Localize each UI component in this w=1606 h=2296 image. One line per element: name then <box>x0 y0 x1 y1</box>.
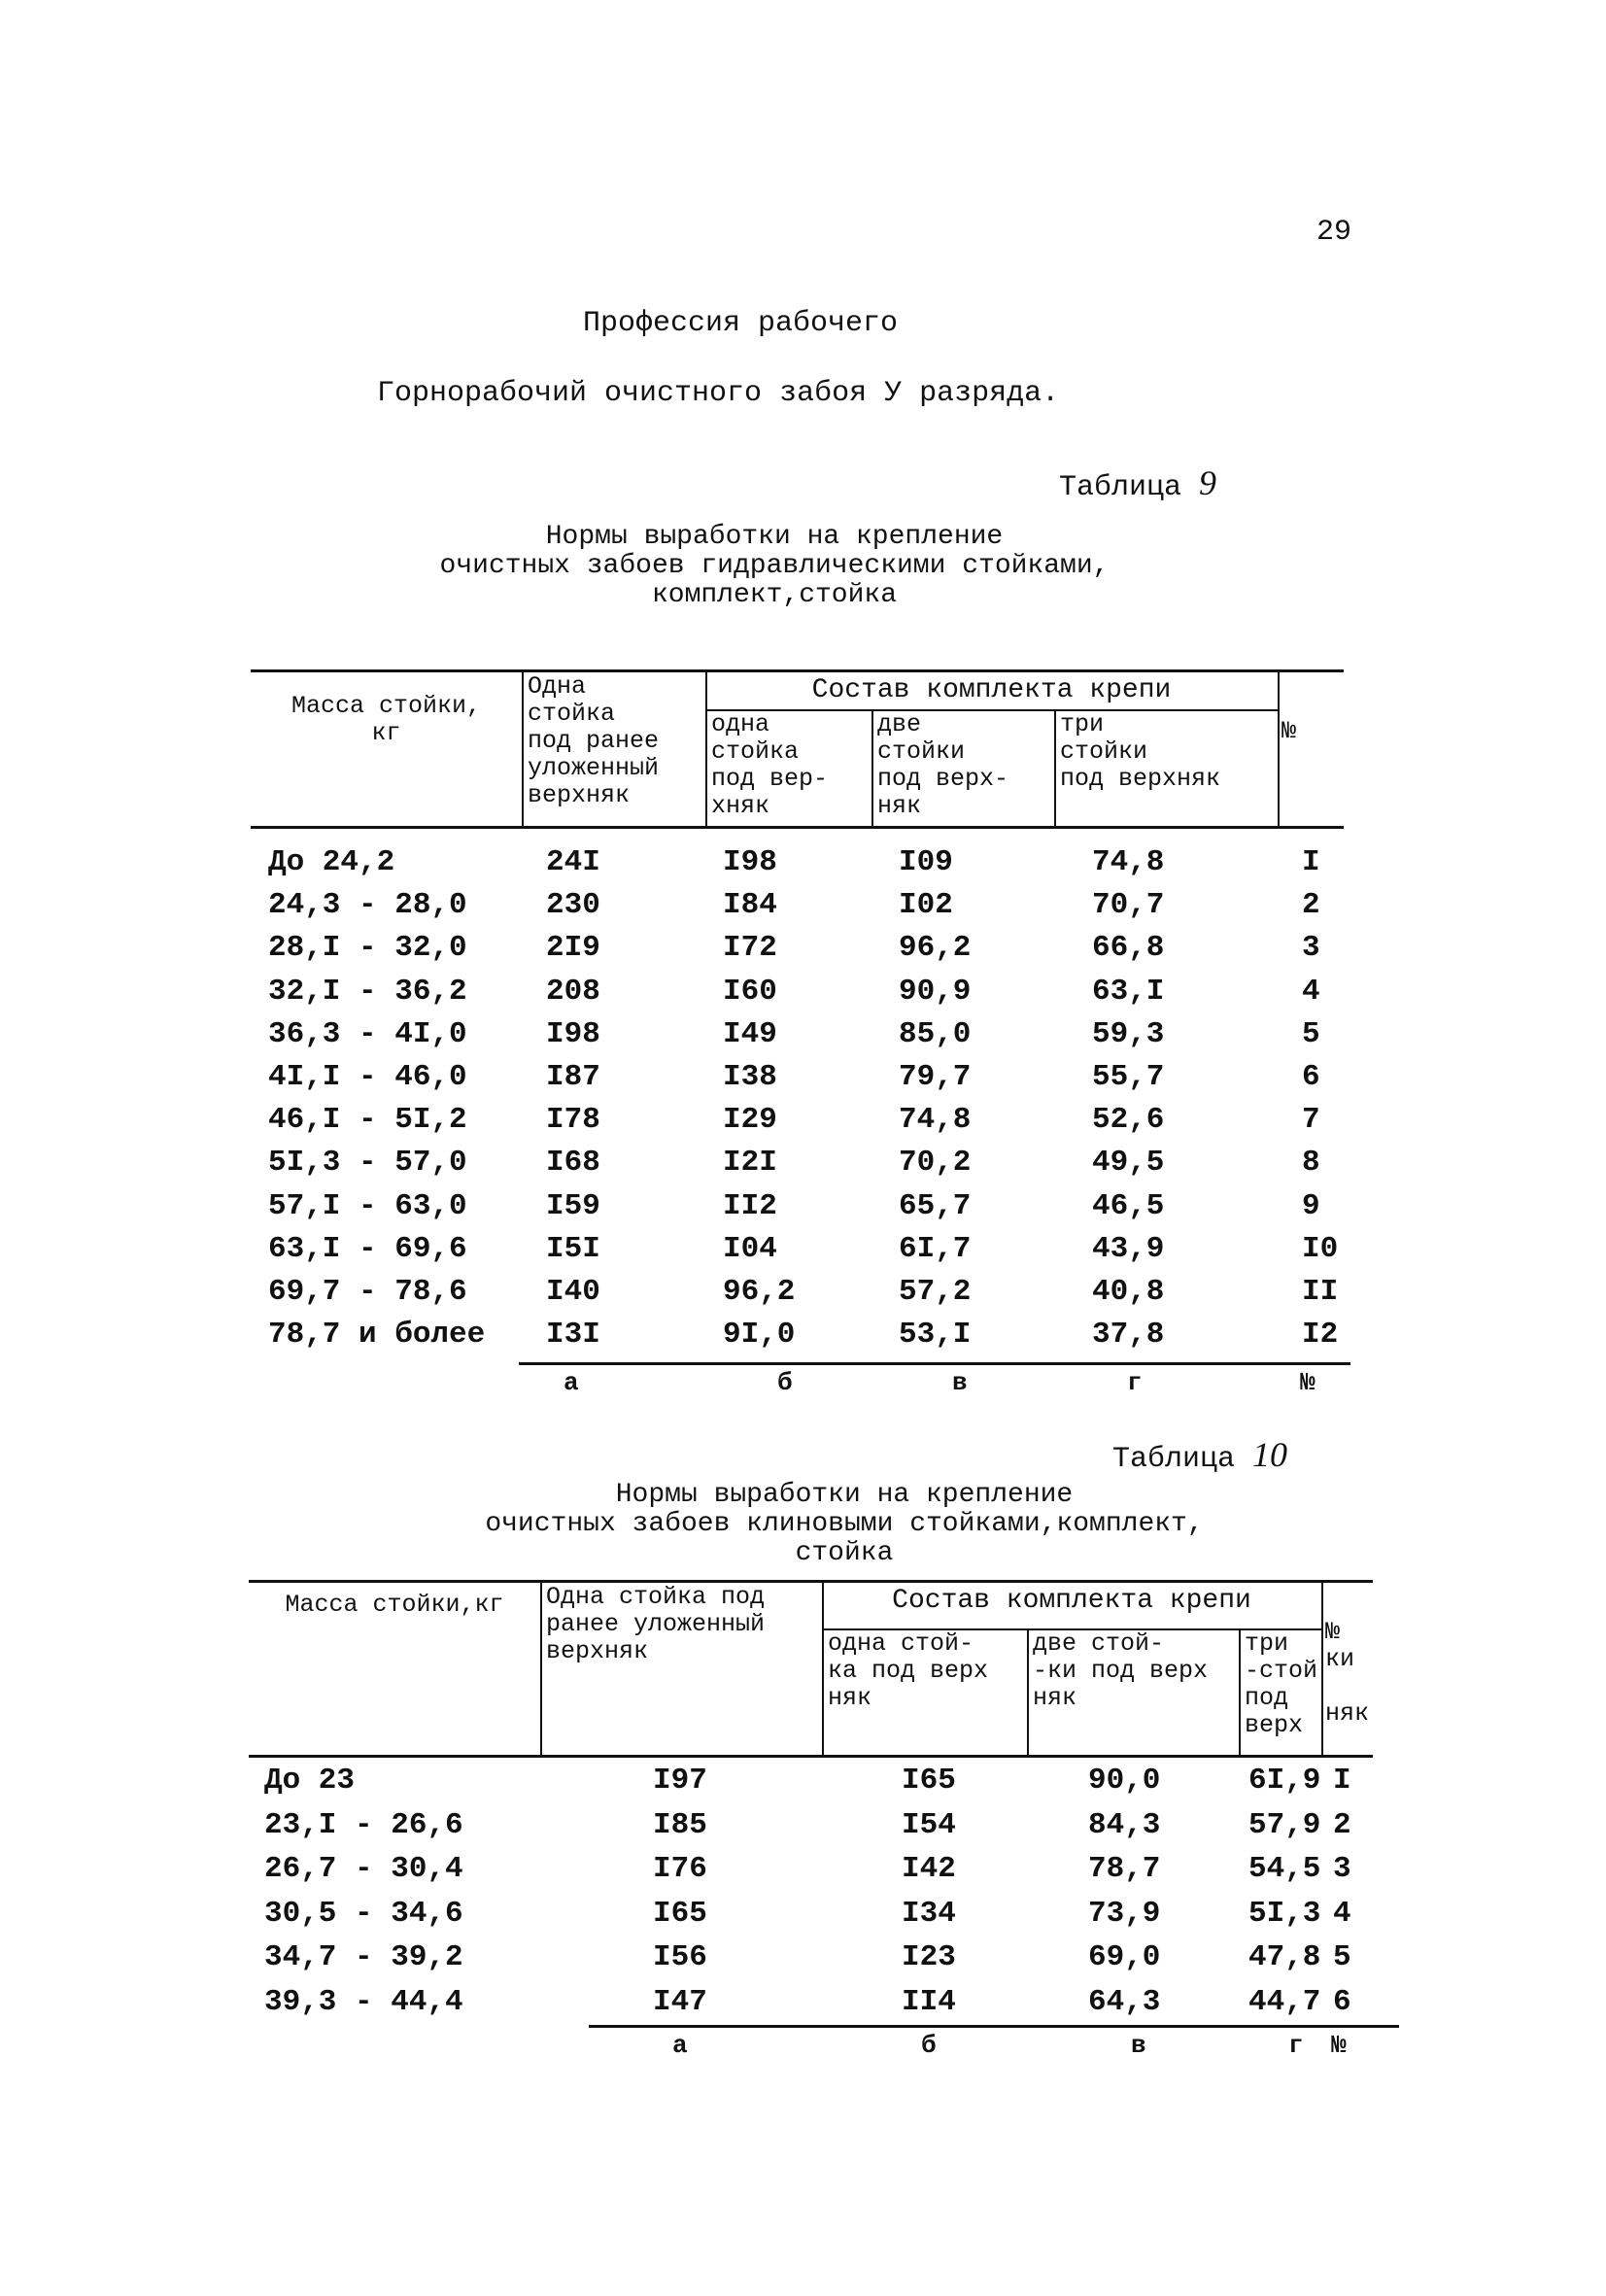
norm-value: I49 <box>723 1016 777 1051</box>
row-number: 8 <box>1302 1146 1320 1181</box>
table10-title-line: стойка <box>795 1538 894 1568</box>
norm-value: 40,8 <box>1092 1275 1165 1309</box>
mass-range: 46,I - 5I,2 <box>268 1103 467 1138</box>
norm-value: I76 <box>653 1852 707 1887</box>
norm-value: I65 <box>653 1896 707 1931</box>
table10-label: Таблица <box>1112 1443 1236 1476</box>
norm-value: 84,3 <box>1088 1807 1161 1842</box>
column-letter: б <box>921 2031 937 2060</box>
column-letter: в <box>1131 2031 1146 2060</box>
norm-value: I56 <box>653 1940 707 1975</box>
mass-range: 36,3 - 4I,0 <box>268 1016 467 1051</box>
table10-title <box>407 1481 1281 1568</box>
norm-value: 208 <box>546 974 600 1009</box>
norm-value: 57,2 <box>899 1275 972 1309</box>
norm-value: 74,8 <box>899 1103 972 1138</box>
norm-value: I5I <box>546 1231 600 1266</box>
norm-value: 78,7 <box>1088 1852 1161 1887</box>
table-rule <box>1054 709 1056 826</box>
norm-value: I84 <box>723 888 777 923</box>
row-number: I <box>1302 845 1320 879</box>
norm-value: I40 <box>546 1275 600 1309</box>
header-number: № <box>1281 717 1297 745</box>
row-number: 7 <box>1302 1103 1320 1138</box>
norm-value: I60 <box>723 974 777 1009</box>
norm-value: I87 <box>546 1060 600 1094</box>
mass-range: 23,I - 26,6 <box>264 1807 463 1842</box>
norm-value: I68 <box>546 1146 600 1181</box>
norm-value: I29 <box>723 1103 777 1138</box>
row-number: 6 <box>1333 1985 1351 2019</box>
mass-range: 34,7 - 39,2 <box>264 1940 463 1975</box>
table9-title <box>386 523 1163 610</box>
norm-value: 96,2 <box>899 931 972 966</box>
norm-value: I09 <box>899 845 953 879</box>
row-number: 3 <box>1333 1852 1351 1887</box>
mass-range: 4I,I - 46,0 <box>268 1060 467 1094</box>
norm-value: I54 <box>902 1807 956 1842</box>
row-number: II <box>1302 1275 1339 1309</box>
norm-value: 70,2 <box>899 1146 972 1181</box>
header-group: Состав комплекта крепи <box>811 675 1172 705</box>
norm-value: I38 <box>723 1060 777 1094</box>
table-rule <box>251 826 1344 829</box>
table9-caption <box>1059 463 1216 504</box>
norm-value: I47 <box>653 1985 707 2019</box>
norm-value: II2 <box>723 1188 777 1223</box>
mass-range: 32,I - 36,2 <box>268 974 467 1009</box>
mass-range: 78,7 и более <box>268 1318 486 1353</box>
header-one: одна стой- ка под верх няк <box>828 1629 989 1712</box>
header-mass: Масса стойки,кг <box>285 1591 504 1619</box>
table9-title-line: комплект,стойка <box>651 580 898 610</box>
table-rule <box>522 669 524 826</box>
header-mass: Масса стойки, кг <box>290 692 482 747</box>
mass-range: До 23 <box>264 1764 356 1798</box>
row-number: 4 <box>1333 1896 1351 1931</box>
norm-value: 5I,3 <box>1248 1896 1321 1931</box>
row-number: 3 <box>1302 931 1320 966</box>
norm-value: 6I,7 <box>899 1231 972 1266</box>
table-rule <box>871 709 873 826</box>
table10-title-line: Нормы выработки на крепление <box>615 1480 1074 1510</box>
row-number: 2 <box>1333 1807 1351 1842</box>
row-number: 5 <box>1333 1940 1351 1975</box>
norm-value: 85,0 <box>899 1016 972 1051</box>
norm-value: 9I,0 <box>723 1318 796 1353</box>
norm-value: I2I <box>723 1146 777 1181</box>
norm-value: 57,9 <box>1248 1807 1321 1842</box>
norm-value: 63,I <box>1092 974 1165 1009</box>
column-letter: г <box>1288 2031 1304 2060</box>
header-one: одна стойка под вер- хняк <box>711 710 829 820</box>
norm-value: 54,5 <box>1248 1852 1321 1887</box>
header-one-prev: Одна стойка под ранее уложенный верхняк <box>546 1583 766 1665</box>
table-rule <box>1321 1580 1323 1755</box>
norm-value: I78 <box>546 1103 600 1138</box>
header-number: № ки няк <box>1325 1618 1370 1728</box>
table9-title-line: Нормы выработки на крепление <box>545 522 1004 552</box>
header-group: Состав комплекта крепи <box>892 1586 1251 1616</box>
table-rule <box>1027 1628 1029 1755</box>
table10-caption <box>1112 1434 1287 1476</box>
norm-value: I23 <box>902 1940 956 1975</box>
column-letter: а <box>672 2031 688 2060</box>
header-three: три -стой под верх <box>1245 1629 1318 1739</box>
table-rule <box>249 1755 1373 1758</box>
norm-value: 230 <box>546 888 600 923</box>
page-number: 29 <box>1316 216 1352 249</box>
table10-title-line: очистных забоев клиновыми стойками,комплект, <box>485 1509 1204 1539</box>
norm-value: 49,5 <box>1092 1146 1165 1181</box>
norm-value: 24I <box>546 845 600 879</box>
table-rule <box>519 1362 1350 1365</box>
norm-value: 6I,9 <box>1248 1764 1321 1798</box>
mass-range: 39,3 - 44,4 <box>264 1985 463 2019</box>
table10-number: 10 <box>1252 1435 1288 1474</box>
header-two: две стойки под верх- няк <box>877 710 1009 820</box>
norm-value: 73,9 <box>1088 1896 1161 1931</box>
row-number: 5 <box>1302 1016 1320 1051</box>
norm-value: 53,I <box>899 1318 972 1353</box>
norm-value: 90,9 <box>899 974 972 1009</box>
norm-value: I34 <box>902 1896 956 1931</box>
table9-number: 9 <box>1199 463 1217 502</box>
norm-value: I98 <box>723 845 777 879</box>
norm-value: I85 <box>653 1807 707 1842</box>
column-letter: № <box>1331 2031 1347 2060</box>
norm-value: 74,8 <box>1092 845 1165 879</box>
norm-value: 65,7 <box>899 1188 972 1223</box>
header-one-prev: Одна стойка под ранее уложенный верхняк <box>528 672 660 809</box>
norm-value: 59,3 <box>1092 1016 1165 1051</box>
mass-range: 5I,3 - 57,0 <box>268 1146 467 1181</box>
profession-label: Профессия рабочего <box>583 307 899 340</box>
norm-value: I59 <box>546 1188 600 1223</box>
row-number: I0 <box>1302 1231 1339 1266</box>
mass-range: 69,7 - 78,6 <box>268 1275 467 1309</box>
column-letter: б <box>777 1368 793 1397</box>
norm-value: II4 <box>902 1985 956 2019</box>
row-number: 9 <box>1302 1188 1320 1223</box>
mass-range: 63,I - 69,6 <box>268 1231 467 1266</box>
profession-title: Горнорабочий очистного забоя У разряда. <box>377 377 1060 410</box>
norm-value: 69,0 <box>1088 1940 1161 1975</box>
norm-value: I98 <box>546 1016 600 1051</box>
table9-title-line: очистных забоев гидравлическими стойками, <box>439 551 1110 581</box>
norm-value: 96,2 <box>723 1275 796 1309</box>
norm-value: 47,8 <box>1248 1940 1321 1975</box>
table-rule <box>251 669 1344 672</box>
norm-value: I42 <box>902 1852 956 1887</box>
column-letter: а <box>564 1368 579 1397</box>
mass-range: 28,I - 32,0 <box>268 931 467 966</box>
norm-value: 46,5 <box>1092 1188 1165 1223</box>
row-number: I <box>1333 1764 1351 1798</box>
norm-value: 90,0 <box>1088 1764 1161 1798</box>
norm-value: I04 <box>723 1231 777 1266</box>
row-number: 2 <box>1302 888 1320 923</box>
norm-value: 70,7 <box>1092 888 1165 923</box>
row-number: 4 <box>1302 974 1320 1009</box>
norm-value: 44,7 <box>1248 1985 1321 2019</box>
header-three: три стойки под верхняк <box>1060 710 1221 793</box>
table-rule <box>1278 669 1280 826</box>
table-rule <box>249 1580 1373 1583</box>
mass-range: 26,7 - 30,4 <box>264 1852 463 1887</box>
mass-range: 24,3 - 28,0 <box>268 888 467 923</box>
mass-range: 30,5 - 34,6 <box>264 1896 463 1931</box>
table-rule <box>540 1580 542 1755</box>
mass-range: 57,I - 63,0 <box>268 1188 467 1223</box>
norm-value: 64,3 <box>1088 1985 1161 2019</box>
header-two: две стой- -ки под верх няк <box>1033 1629 1209 1712</box>
table-rule <box>1239 1628 1241 1755</box>
row-number: 6 <box>1302 1060 1320 1094</box>
norm-value: I97 <box>653 1764 707 1798</box>
norm-value: I3I <box>546 1318 600 1353</box>
norm-value: I02 <box>899 888 953 923</box>
norm-value: I65 <box>902 1764 956 1798</box>
norm-value: 66,8 <box>1092 931 1165 966</box>
norm-value: 55,7 <box>1092 1060 1165 1094</box>
norm-value: 79,7 <box>899 1060 972 1094</box>
row-number: I2 <box>1302 1318 1339 1353</box>
norm-value: 43,9 <box>1092 1231 1165 1266</box>
norm-value: I72 <box>723 931 777 966</box>
mass-range: До 24,2 <box>268 845 395 879</box>
norm-value: 37,8 <box>1092 1318 1165 1353</box>
table-rule <box>589 2025 1399 2028</box>
table9-label: Таблица <box>1059 471 1182 504</box>
column-letter: г <box>1127 1368 1143 1397</box>
column-letter: № <box>1300 1368 1316 1397</box>
column-letter: в <box>952 1368 968 1397</box>
norm-value: 52,6 <box>1092 1103 1165 1138</box>
norm-value: 2I9 <box>546 931 600 966</box>
